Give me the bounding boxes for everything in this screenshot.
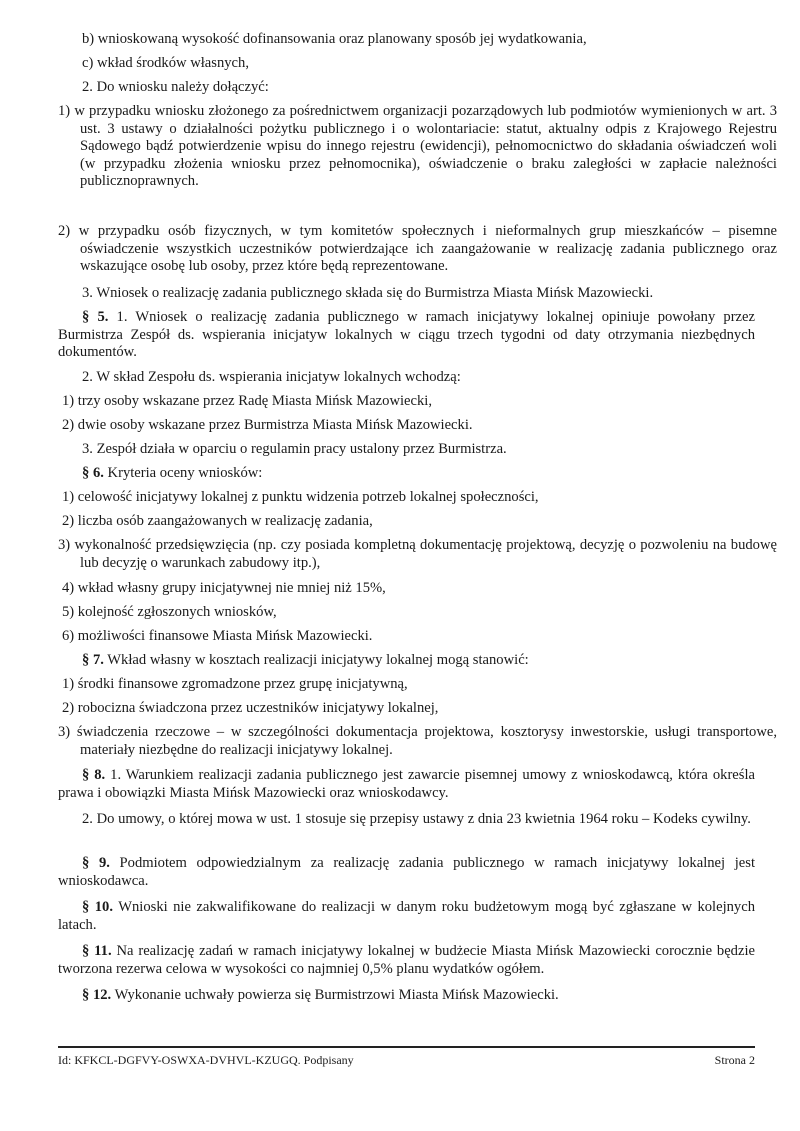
list-item: 2) liczba osób zaangażowanych w realizację zadania, [62,513,373,529]
list-item: 1) trzy osoby wskazane przez Radę Miasta Mińsk Mazowiecki, [62,393,432,409]
section-6-heading: § 6. Kryteria oceny wniosków: [82,465,263,481]
page-number: Strona 2 [714,1053,755,1067]
section-mark: § 5. [82,309,109,325]
document-id: Id: KFKCL-DGFVY-OSWXA-DVHVL-KZUGQ. Podpisany [58,1053,354,1067]
section-5-para-2: 2. W skład Zespołu ds. wspierania inicjatyw lokalnych wchodzą: [82,369,461,385]
paragraph-3: 3. Wniosek o realizację zadania publicznego składa się do Burmistrza Miasta Mińsk Mazowiecki. [82,285,654,301]
section-8-para-2: 2. Do umowy, o której mowa w ust. 1 stosuje się przepisy ustawy z dnia 23 kwietnia 1964 roku – Kodeks cywilny. [82,811,751,827]
section-mark: § 11. [82,943,112,959]
section-12: § 12. Wykonanie uchwały powierza się Burmistrzowi Miasta Mińsk Mazowiecki. [82,987,559,1003]
list-item: 1) celowość inicjatywy lokalnej z punktu widzenia potrzeb lokalnej społeczności, [62,489,539,505]
section-mark: § 12. [82,987,112,1003]
section-mark: § 7. [82,652,104,668]
footer-divider [58,1046,755,1048]
section-5-para-1: § 5. 1. Wniosek o realizację zadania publicznego w ramach inicjatywy lokalnej opiniuje powołany przez Burmistrza Zespół ds. wspierania inicjatyw lokalnych w ciągu trzech tygodni od daty otrzymania niezbędnych dokumentów. [58,309,755,361]
section-7-heading: § 7. Wkład własny w kosztach realizacji inicjatywy lokalnej mogą stanowić: [82,652,529,668]
section-8-para-1: § 8. 1. Warunkiem realizacji zadania publicznego jest zawarcie pisemnej umowy z wnioskodawcą, która określa prawa i obowiązki Miasta Mińsk Mazowiecki oraz wnioskodawcy. [58,767,755,801]
section-5-para-3: 3. Zespół działa w oparciu o regulamin pracy ustalony przez Burmistrza. [82,441,507,457]
section-mark: § 9. [82,855,110,871]
section-9: § 9. Podmiotem odpowiedzialnym za realizację zadania publicznego w ramach inicjatywy lokalnej jest wnioskodawca. [58,855,756,889]
list-item: 3) wykonalność przedsięwzięcia (np. czy posiada kompletną dokumentację projektową, decyzję o pozwoleniu na budowę lub decyzję o warunkach zabudowy itp.), [58,537,777,571]
list-item: 1) w przypadku wniosku złożonego za pośrednictwem organizacji pozarządowych lub podmiotów wymienionych w art. 3 ust. 3 ustawy o działalności pożytku publicznego i o wolontariacie: statut, aktualny odpis z Krajowego Rejestru Sądowego bądź potwierdzenie wpisu do innego rejestru (ewidencji), pełnomocnictwo do składania oświadczeń woli (w przypadku złożenia wniosku przez pełnomocnika), oświadczenie o braku zaległości w zapłacie należności publicznoprawnych. [58,103,777,190]
list-item: 2) w przypadku osób fizycznych, w tym komitetów społecznych i nieformalnych grup mieszkańców – pisemne oświadczenie wszystkich uczestników potwierdzające ich zaangażowanie w realizację zadania publicznego oraz wskazujące osobę lub osoby, przez które będą reprezentowane. [58,223,777,275]
section-mark: § 10. [82,899,114,915]
list-item: 3) świadczenia rzeczowe – w szczególności dokumentacja projektowa, kosztorysy inwestorskie, usługi transportowe, materiały niezbędne do realizacji inicjatywy lokalnej. [58,724,777,758]
list-item: 1) środki finansowe zgromadzone przez grupę inicjatywną, [62,676,408,692]
item-c: c) wkład środków własnych, [82,55,249,71]
section-11: § 11. Na realizację zadań w ramach inicjatywy lokalnej w budżecie Miasta Mińsk Mazowiecki corocznie będzie tworzona rezerwa celowa w wysokości co najmniej 0,5% planu wydatków ogółem. [58,943,755,977]
list-item: 5) kolejność zgłoszonych wniosków, [62,604,277,620]
section-mark: § 6. [82,465,104,481]
paragraph-2: 2. Do wniosku należy dołączyć: [82,79,269,95]
section-10: § 10. Wnioski nie zakwalifikowane do realizacji w danym roku budżetowym mogą być zgłaszane w kolejnych latach. [58,899,755,933]
item-b: b) wnioskowaną wysokość dofinansowania oraz planowany sposób jej wydatkowania, [82,31,587,47]
list-item: 6) możliwości finansowe Miasta Mińsk Mazowiecki. [62,628,373,644]
list-item: 2) dwie osoby wskazane przez Burmistrza Miasta Mińsk Mazowiecki. [62,417,473,433]
list-item: 2) robocizna świadczona przez uczestników inicjatywy lokalnej, [62,700,439,716]
list-item: 4) wkład własny grupy inicjatywnej nie mniej niż 15%, [62,580,386,596]
section-mark: § 8. [82,767,106,783]
